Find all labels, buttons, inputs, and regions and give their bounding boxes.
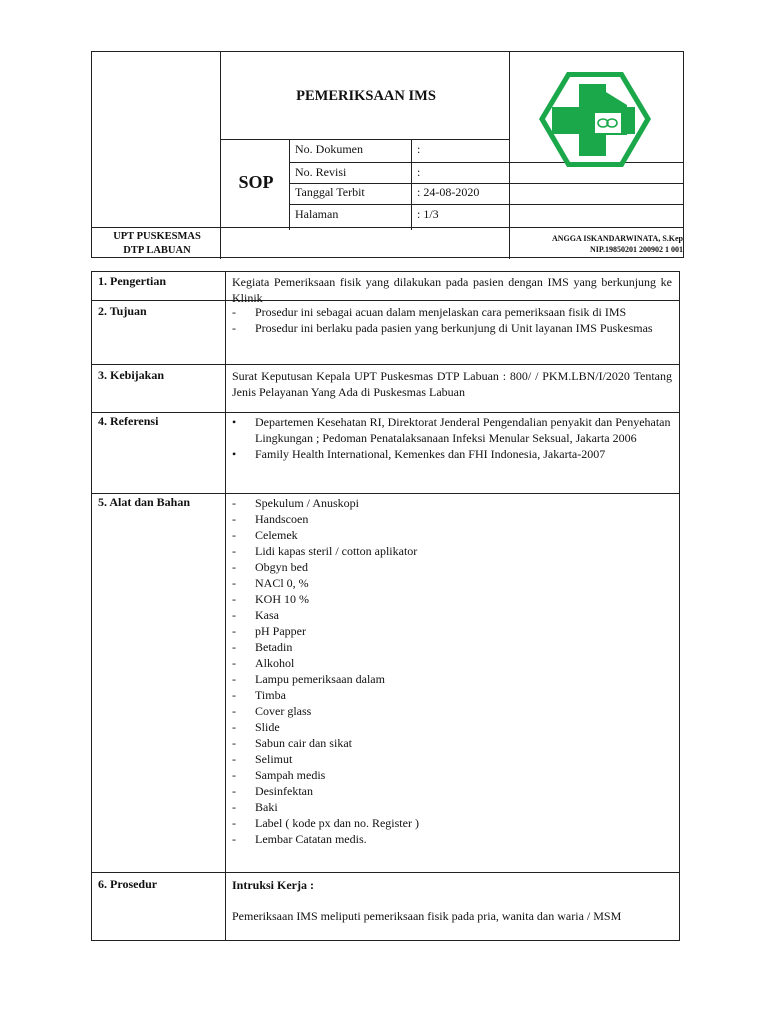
list-item: - Celemek [232,528,298,542]
section-label-pengertian: 1. Pengertian [98,274,166,288]
page-label: Halaman [295,207,339,221]
tujuan-list [232,304,672,336]
list-item: - Timba [232,688,286,702]
list-item: - Selimut [232,752,293,766]
revision-label: No. Revisi [295,165,347,179]
prosedur-heading: Intruksi Kerja : [232,878,314,892]
section-label-referensi: 4. Referensi [98,414,159,428]
signatory-name: ANGGA ISKANDARWINATA, S.Kep [552,234,683,243]
document-title: PEMERIKSAAN IMS [296,88,436,104]
list-item: - Lembar Catatan medis. [232,832,367,846]
section-label-tujuan: 2. Tujuan [98,304,147,318]
sop-content-table [91,271,680,941]
list-item: - Baki [232,800,278,814]
prosedur-text: Pemeriksaan IMS meliputi pemeriksaan fisik pada pria, wanita dan waria / MSM [232,909,622,923]
list-item: - Handscoen [232,512,309,526]
doc-number-value: : [417,142,421,156]
list-item: - Obgyn bed [232,560,308,574]
section-label-alat: 5. Alat dan Bahan [98,495,191,509]
alat-list [232,495,672,847]
list-item: - NACl 0, % [232,576,309,590]
puskesmas-logo-icon [537,67,653,172]
list-item: - pH Papper [232,624,306,638]
issue-date-value: : 24-08-2020 [417,185,480,199]
signatory-nip: NIP.19850201 200902 1 001 [589,245,683,254]
page-value: : 1/3 [417,207,439,221]
section-label-kebijakan: 3. Kebijakan [98,368,165,382]
kebijakan-text: Surat Keputusan Kepala UPT Puskesmas DTP Labuan : 800/ / PKM.LBN/I/2020 Tentang Jenis Pelayanan Yang Ada di Puskesmas Labuan [232,369,672,399]
list-item: - Sampah medis [232,768,326,782]
sop-header [91,51,684,258]
list-item: - Label ( kode px dan no. Register ) [232,816,419,830]
list-item: - Lidi kapas steril / cotton aplikator [232,544,418,558]
list-item: - Spekulum / Anuskopi [232,496,360,510]
sop-label: SOP [238,172,274,192]
list-item: - Prosedur ini sebagai acuan dalam menjelaskan cara pemeriksaan fisik di IMS [232,305,627,319]
list-item: • Family Health International, Kemenkes dan FHI Indonesia, Jakarta-2007 [232,447,606,461]
unit-name: UPT PUSKESMAS DTP LABUAN [113,231,201,256]
list-item: - Alkohol [232,656,295,670]
list-item: - Lampu pemeriksaan dalam [232,672,385,686]
signatory [513,233,683,255]
referensi-list [232,414,672,462]
pengertian-text: Kegiata Pemeriksaan fisik yang dilakukan pada pasien dengan IMS yang berkunjung ke Klinik [232,275,672,305]
list-item: - Prosedur ini berlaku pada pasien yang berkunjung di Unit layanan IMS Puskesmas [232,321,653,335]
list-item: - Sabun cair dan sikat [232,736,352,750]
list-item: - Kasa [232,608,279,622]
list-item: • Departemen Kesehatan RI, Direktorat Jenderal Pengendalian penyakit dan Penyehatan Lingkungan ; Pedoman Penatalaksanaan Infeksi Menular Seksual, Jakarta 2006 [232,415,671,445]
list-item: - Cover glass [232,704,312,718]
issue-date-label: Tanggal Terbit [295,185,365,199]
list-item: - Betadin [232,640,293,654]
revision-value: : [417,165,421,179]
doc-number-label: No. Dokumen [295,142,363,156]
section-label-prosedur: 6. Prosedur [98,877,158,891]
list-item: - Slide [232,720,280,734]
list-item: - KOH 10 % [232,592,309,606]
list-item: - Desinfektan [232,784,313,798]
